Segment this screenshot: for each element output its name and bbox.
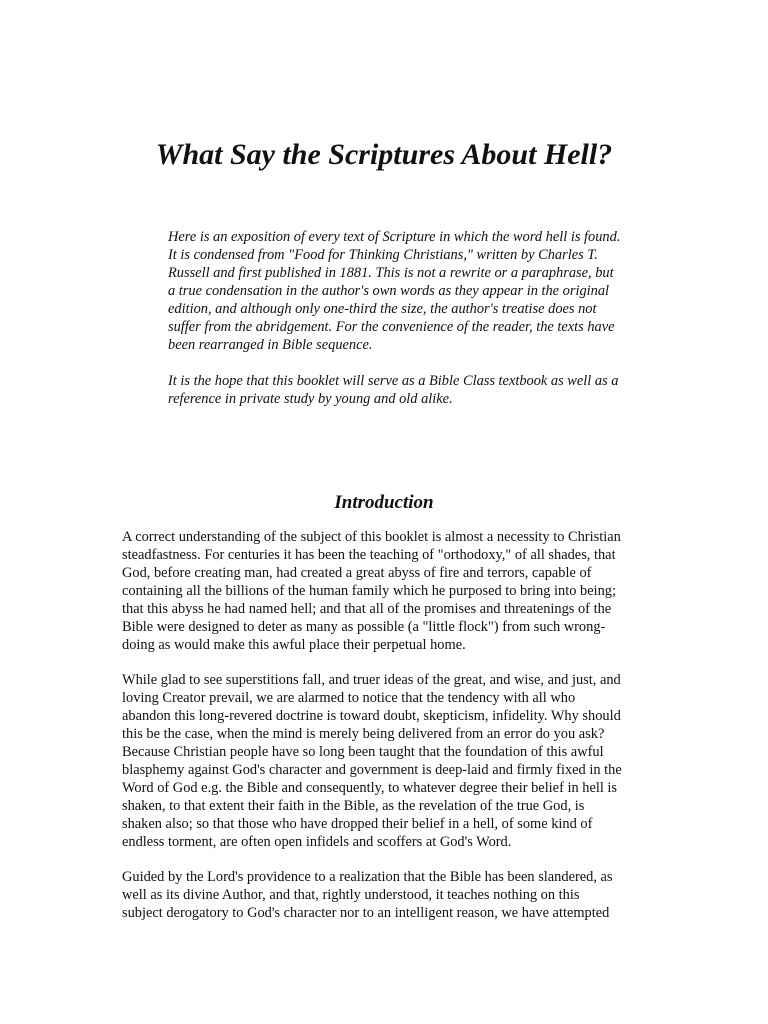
body-paragraph	[122, 528, 652, 654]
text-line: blasphemy against God's character and government is deep-laid and firmly fixed in the	[122, 762, 622, 778]
abstract	[168, 228, 658, 426]
text-line: Here is an exposition of every text of Scripture in which the word hell is found.	[168, 229, 621, 245]
text-line: been rearranged in Bible sequence.	[168, 337, 373, 353]
body-paragraph	[122, 671, 652, 851]
text-line: reference in private study by young and old alike.	[168, 391, 453, 407]
text-line: Word of God e.g. the Bible and consequently, to whatever degree their belief in hell is	[122, 780, 618, 796]
text-line: Bible were designed to deter as many as possible (a "little flock") from such wrong-	[122, 619, 606, 635]
text-line: A correct understanding of the subject of this booklet is almost a necessity to Christian	[122, 529, 621, 545]
text-line: It is condensed from "Food for Thinking Christians," written by Charles T.	[168, 247, 598, 263]
text-line: edition, and although only one-third the size, the author's treatise does not	[168, 301, 597, 317]
text-line: God, before creating man, had created a great abyss of fire and terrors, capable of	[122, 565, 592, 581]
text-line: subject derogatory to God's character nor to an intelligent reason, we have attempted	[122, 905, 610, 921]
body-paragraph	[122, 868, 652, 922]
text-line: that this abyss he had named hell; and that all of the promises and threatenings of the	[122, 601, 612, 617]
text-line: doing as would make this awful place their perpetual home.	[122, 637, 466, 653]
text-line: a true condensation in the author's own words as they appear in the original	[168, 283, 610, 299]
text-line: shaken also; so that those who have dropped their belief in a hell, of some kind of	[122, 816, 593, 832]
abstract-paragraph	[168, 372, 658, 408]
text-line: steadfastness. For centuries it has been the teaching of "orthodoxy," of all shades, that	[122, 547, 616, 563]
text-line: It is the hope that this booklet will serve as a Bible Class textbook as well as a	[168, 373, 619, 389]
text-line: abandon this long-revered doctrine is toward doubt, skepticism, infidelity. Why should	[122, 708, 621, 724]
text-line: well as its divine Author, and that, rightly understood, it teaches nothing on this	[122, 887, 580, 903]
body-text	[122, 528, 652, 939]
text-line: Because Christian people have so long been taught that the foundation of this awful	[122, 744, 604, 760]
section-heading-introduction: Introduction	[334, 492, 434, 513]
text-line: shaken, to that extent their faith in the Bible, as the revelation of the true God, is	[122, 798, 585, 814]
abstract-paragraph	[168, 228, 658, 354]
text-line: Russell and first published in 1881. This is not a rewrite or a paraphrase, but	[168, 265, 614, 281]
text-line: this be the case, when the mind is merely being delivered from an error do you ask?	[122, 726, 605, 742]
page-title: What Say the Scriptures About Hell?	[155, 138, 613, 171]
text-line: loving Creator prevail, we are alarmed to notice that the tendency with all who	[122, 690, 576, 706]
text-line: suffer from the abridgement. For the convenience of the reader, the texts have	[168, 319, 615, 335]
text-line: endless torment, are often open infidels and scoffers at God's Word.	[122, 834, 512, 850]
text-line: containing all the billions of the human family which he purposed to bring into being;	[122, 583, 616, 599]
text-line: Guided by the Lord's providence to a realization that the Bible has been slandered, as	[122, 869, 613, 885]
text-line: While glad to see superstitions fall, and truer ideas of the great, and wise, and just, and	[122, 672, 621, 688]
